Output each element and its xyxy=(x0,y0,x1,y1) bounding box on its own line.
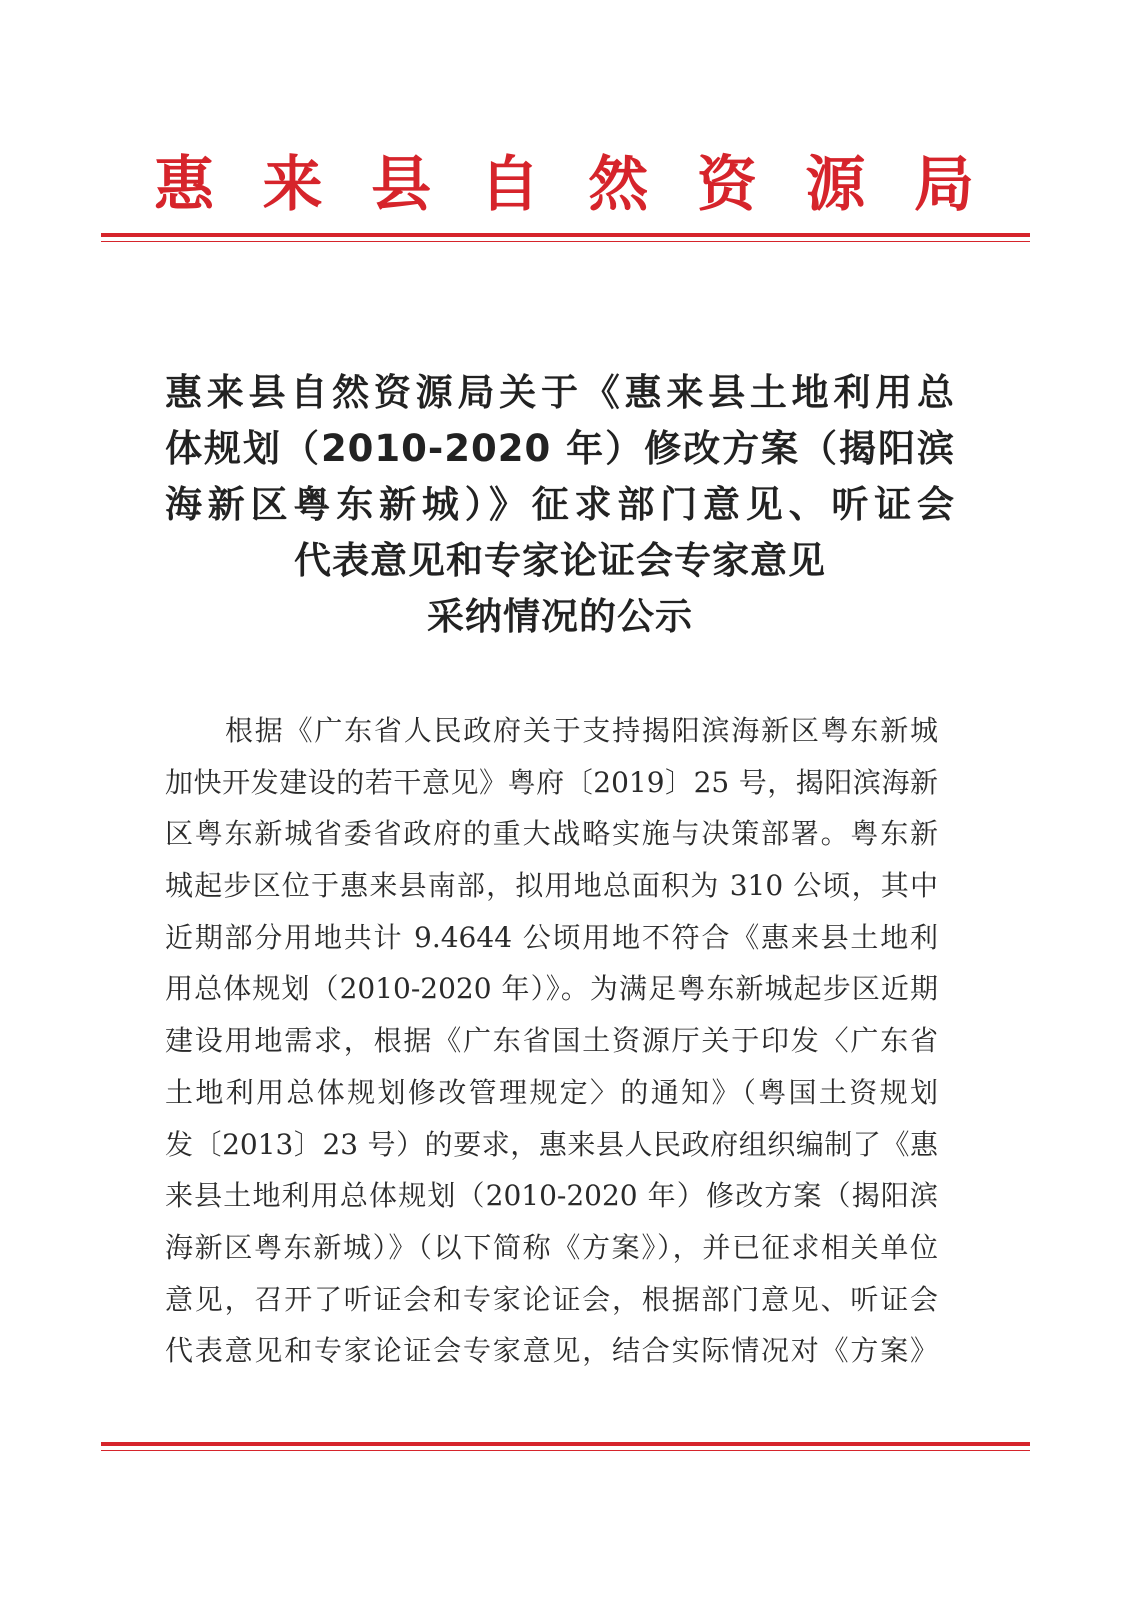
letterhead-char: 然 xyxy=(588,150,649,220)
letterhead-red-rule xyxy=(101,233,1030,242)
title-line: 体规划（2010-2020 年）修改方案（揭阳滨 xyxy=(165,427,955,470)
body-line: 区粤东新城省委省政府的重大战略实施与决策部署。粤东新 xyxy=(165,817,938,851)
body-line: 意见，召开了听证会和专家论证会，根据部门意见、听证会 xyxy=(165,1282,938,1316)
body-line: 代表意见和专家论证会专家意见，结合实际情况对《方案》 xyxy=(165,1334,938,1368)
document-title xyxy=(165,365,955,645)
letterhead-char: 来 xyxy=(262,150,323,220)
body-line: 加快开发建设的若干意见》粤府〔2019〕25 号，揭阳滨海新 xyxy=(165,765,938,799)
body-line: 近期部分用地共计 9.4644 公顷用地不符合《惠来县土地利 xyxy=(165,920,938,954)
footer-red-rule xyxy=(101,1442,1030,1451)
body-line: 根据《广东省人民政府关于支持揭阳滨海新区粤东新城 xyxy=(225,714,938,747)
red-rule-thin-line xyxy=(101,241,1030,242)
letterhead-char: 县 xyxy=(371,150,432,220)
body-line: 建设用地需求，根据《广东省国土资源厅关于印发〈广东省 xyxy=(165,1024,938,1058)
body-line: 用总体规划（2010-2020 年）》。为满足粤东新城起步区近期 xyxy=(165,972,938,1006)
letterhead-char: 源 xyxy=(805,150,866,220)
body-line: 来县土地利用总体规划（2010-2020 年）修改方案（揭阳滨 xyxy=(165,1179,938,1213)
letterhead-char: 资 xyxy=(696,150,757,220)
body-line: 海新区粤东新城）》（以下简称《方案》），并已征求相关单位 xyxy=(165,1230,938,1264)
letterhead xyxy=(100,140,1030,230)
body-line: 城起步区位于惠来县南部，拟用地总面积为 310 公顷，其中 xyxy=(165,869,938,903)
title-line: 采纳情况的公示 xyxy=(427,595,693,638)
letterhead-char: 惠 xyxy=(154,150,214,220)
red-rule-thin-line xyxy=(101,1450,1030,1451)
title-line: 海新区粤东新城）》征求部门意见、听证会 xyxy=(165,483,955,526)
title-line: 惠来县自然资源局关于《惠来县土地利用总 xyxy=(165,371,955,414)
body-line: 土地利用总体规划修改管理规定〉的通知》（粤国土资规划 xyxy=(165,1075,938,1109)
title-line: 代表意见和专家论证会专家意见 xyxy=(294,539,826,582)
letterhead-char: 自 xyxy=(479,150,540,220)
red-rule-thick-line xyxy=(101,233,1030,237)
body-paragraph xyxy=(165,705,938,1377)
body-line: 发〔2013〕23 号）的要求，惠来县人民政府组织编制了《惠 xyxy=(165,1127,938,1161)
letterhead-char: 局 xyxy=(913,150,974,220)
red-rule-thick-line xyxy=(101,1442,1030,1446)
